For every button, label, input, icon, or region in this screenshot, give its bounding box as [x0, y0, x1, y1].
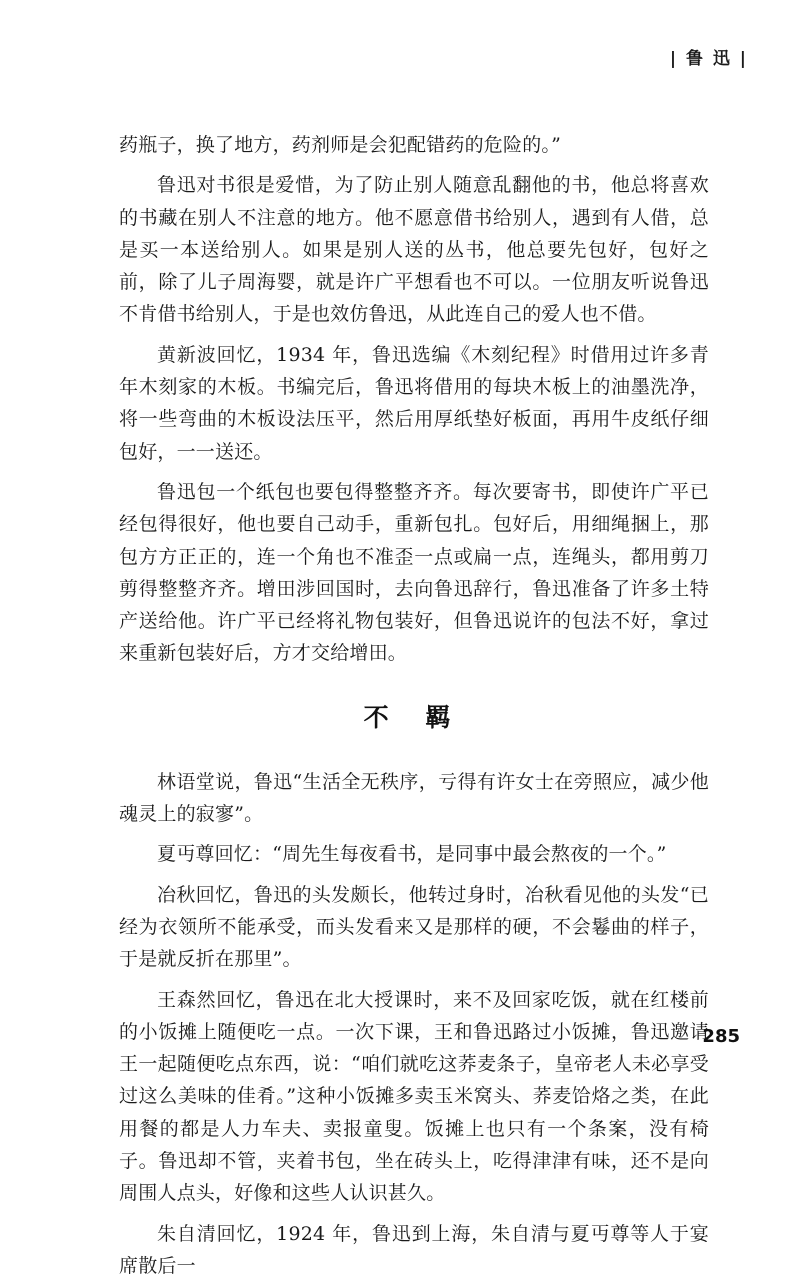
paragraph-continuation: 药瓶子，换了地方，药剂师是会犯配错药的危险的。”	[119, 134, 562, 156]
paragraph-wrapping: 鲁迅包一个纸包也要包得整整齐齐。每次要寄书，即使许广平已经包得很好，他也要自己动手，重新包扎。包好后，用细绳捆上，那包方方正正的，连一个角也不准歪一点或扁一点，连绳头，都用剪刀剪得整整齐齐。增田涉回国时，去向鲁迅辞行，鲁迅准备了许多土特产送给他。许广平已经将礼物包装好，但鲁迅说许的包法不好，拿过来重新包装好后，方才交给增田。	[119, 480, 709, 665]
paragraph-wang-senran: 王森然回忆，鲁迅在北大授课时，来不及回家吃饭，就在红楼前的小饭摊上随便吃一点。一次下课，王和鲁迅路过小饭摊，鲁迅邀请王一起随便吃点东西，说：“咱们就吃这荞麦条子，皇帝老人未必享受过这么美味的佳肴。”这种小饭摊多卖玉米窝头、荞麦饸烙之类，在此用餐的都是人力车夫、卖报童叟。饭摊上也只有一个条案，没有椅子。鲁迅却不管，夹着书包，坐在砖头上，吃得津津有味，还不是向周围人点头，好像和这些人认识甚久。	[119, 988, 709, 1205]
page-body	[119, 129, 709, 1282]
section-title: 不 羁	[363, 702, 465, 732]
paragraph-book-care: 鲁迅对书很是爱惜，为了防止别人随意乱翻他的书，他总将喜欢的书藏在别人不注意的地方。他不愿意借书给别人，遇到有人借，总是买一本送给别人。如果是别人送的丛书，他总要先包好，包好之前，除了儿子周海婴，就是许广平想看也不可以。一位朋友听说鲁迅不肯借书给别人，于是也效仿鲁迅，从此连自己的爱人也不借。	[119, 174, 709, 326]
running-header: | 鲁 迅 |	[669, 49, 748, 69]
page-number: 285	[702, 1026, 740, 1047]
paragraph-yeqiu: 冶秋回忆，鲁迅的头发颇长，他转过身时，冶秋看见他的头发“已经为衣领所不能承受，而头发看来又是那样的硬，不会鬈曲的样子，于是就反折在那里”。	[119, 883, 709, 971]
paragraph-lin-yutang: 林语堂说，鲁迅“生活全无秩序，亏得有许女士在旁照应，减少他魂灵上的寂寥”。	[119, 770, 709, 826]
paragraph-xia-mianzun: 夏丏尊回忆：“周先生每夜看书，是同事中最会熬夜的一个。”	[157, 843, 667, 866]
paragraph-woodblocks: 黄新波回忆，1934 年，鲁迅选编《木刻纪程》时借用过许多青年木刻家的木板。书编完后，鲁迅将借用的每块木板上的油墨洗净，将一些弯曲的木板设法压平，然后用厚纸垫好板面，再用牛皮纸仔细包好，一一送还。	[119, 343, 709, 463]
paragraph-zhu-ziqing: 朱自清回忆，1924 年，鲁迅到上海，朱自清与夏丏尊等人于宴席散后一	[119, 1222, 709, 1277]
